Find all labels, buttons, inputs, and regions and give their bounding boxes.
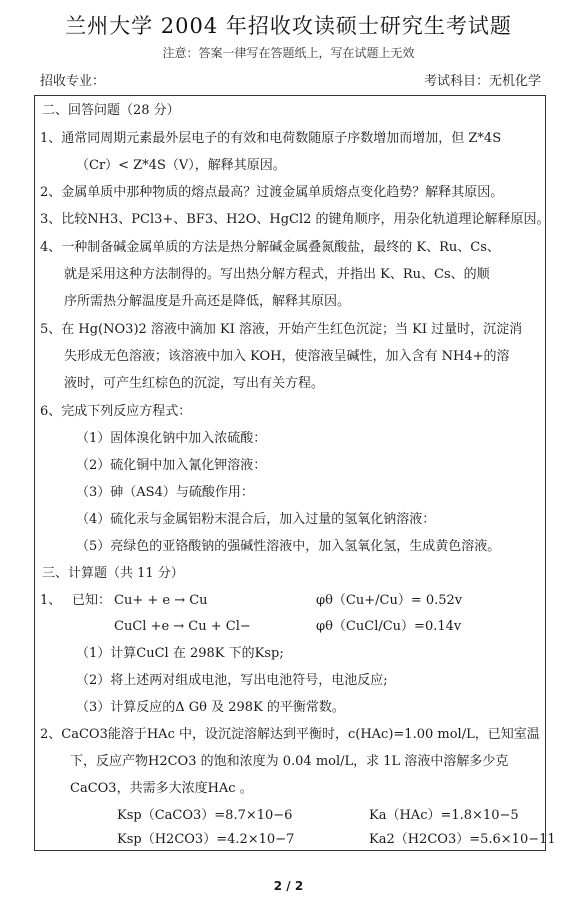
q4-line2: 就是采用这种方法制得的。写出热分解方程式，并指出 K、Ru、Cs、的顺: [64, 267, 490, 282]
subject-label: 考试科目：无机化学: [423, 74, 541, 89]
constant-ka2-h2co3: Ka2（H2CO3）=5.6×10−11: [369, 832, 556, 847]
calc1-item: （1）计算CuCl 在 298K 下的Ksp;: [76, 646, 284, 661]
constant-ksp-h2co3: Ksp（H2CO3）=4.2×10−7: [117, 832, 295, 847]
q6-item: （4）硫化汞与金属铝粉末混合后，加入过量的氢氧化钠溶液：: [76, 512, 436, 527]
q3-text: 3、比较NH3、PCl3+、BF3、H2O、HgCl2 的键角顺序，用杂化轨道理论解释原因。: [40, 212, 550, 227]
constant-ksp-caco3: Ksp（CaCO3）=8.7×10−6: [117, 808, 293, 823]
q5-line3: 液时，可产生红棕色的沉淀，写出有关方程。: [64, 376, 325, 391]
q1-line2: （Cr）< Z*4S（V），解释其原因。: [76, 158, 286, 173]
q6-item: （5）亮绿色的亚铬酸钠的强碱性溶液中，加入氢氧化氢，生成黄色溶液。: [76, 539, 501, 554]
major-label: 招收专业：: [40, 74, 106, 89]
calc1-item: （3）计算反应的Δ Gθ 及 298K 的平衡常数。: [76, 700, 345, 715]
calc1-potential-2: φθ（CuCl/Cu）=0.14v: [316, 619, 462, 634]
calc1-potential-1: φθ（Cu+/Cu）= 0.52v: [316, 593, 463, 608]
q6-title: 6、完成下列反应方程式：: [40, 404, 192, 419]
exam-note: 注意：答案一律写在答题纸上，写在试题上无效: [162, 46, 415, 60]
q5-line2: 失形成无色溶液；该溶液中加入 KOH，使溶液呈碱性，加入含有 NH4+的溶: [64, 349, 510, 364]
q6-item: （3）砷（AS4）与硫酸作用：: [76, 485, 254, 500]
q6-item: （1）固体溴化钠中加入浓硫酸：: [76, 431, 267, 446]
q4-line3: 序所需热分解温度是升高还是降低，解释其原因。: [64, 294, 351, 309]
page-number: 2 / 2: [273, 879, 304, 893]
constant-ka-hac: Ka（HAc）=1.8×10−5: [369, 808, 519, 823]
calc2-line3: CaCO3，共需多大浓度HAc 。: [70, 781, 253, 796]
q5-line1: 5、在 Hg(NO3)2 溶液中滴加 KI 溶液，开始产生红色沉淀；当 KI 过量时，沉淀消: [40, 322, 523, 337]
q2-text: 2、金属单质中那种物质的熔点最高？过渡金属单质熔点变化趋势？解释其原因。: [40, 185, 504, 200]
section2-title: 二、回答问题（28 分）: [42, 103, 180, 118]
calc1-equation-2: CuCl +e → Cu + Cl−: [114, 619, 251, 634]
calc1-equation-1: Cu+ + e → Cu: [114, 593, 208, 608]
section3-title: 三、计算题（共 11 分）: [42, 566, 184, 581]
q4-line1: 4、一种制备碱金属单质的方法是热分解碱金属叠氮酸盐，最终的 K、Ru、Cs、: [40, 240, 500, 255]
exam-title: 兰州大学 2004 年招收攻读硕士研究生考试题: [65, 14, 512, 38]
calc1-item: （2）将上述两对组成电池，写出电池符号，电池反应;: [76, 673, 388, 688]
q1-line1: 1、通常同周期元素最外层电子的有效和电荷数随原子序数增加而增加，但 Z*4S: [40, 131, 502, 146]
calc2-line1: 2、CaCO3能溶于HAc 中，设沉淀溶解达到平衡时，c(HAc)=1.00 mol/L，已知室温: [40, 727, 540, 742]
calc1-known: 已知：: [72, 593, 112, 608]
calc1-label: 1、: [40, 593, 62, 608]
calc2-line2: 下，反应产物H2CO3 的饱和浓度为 0.04 mol/L，求 1L 溶液中溶解多少克: [70, 754, 509, 769]
q6-item: （2）硫化铜中加入氰化钾溶液：: [76, 458, 267, 473]
